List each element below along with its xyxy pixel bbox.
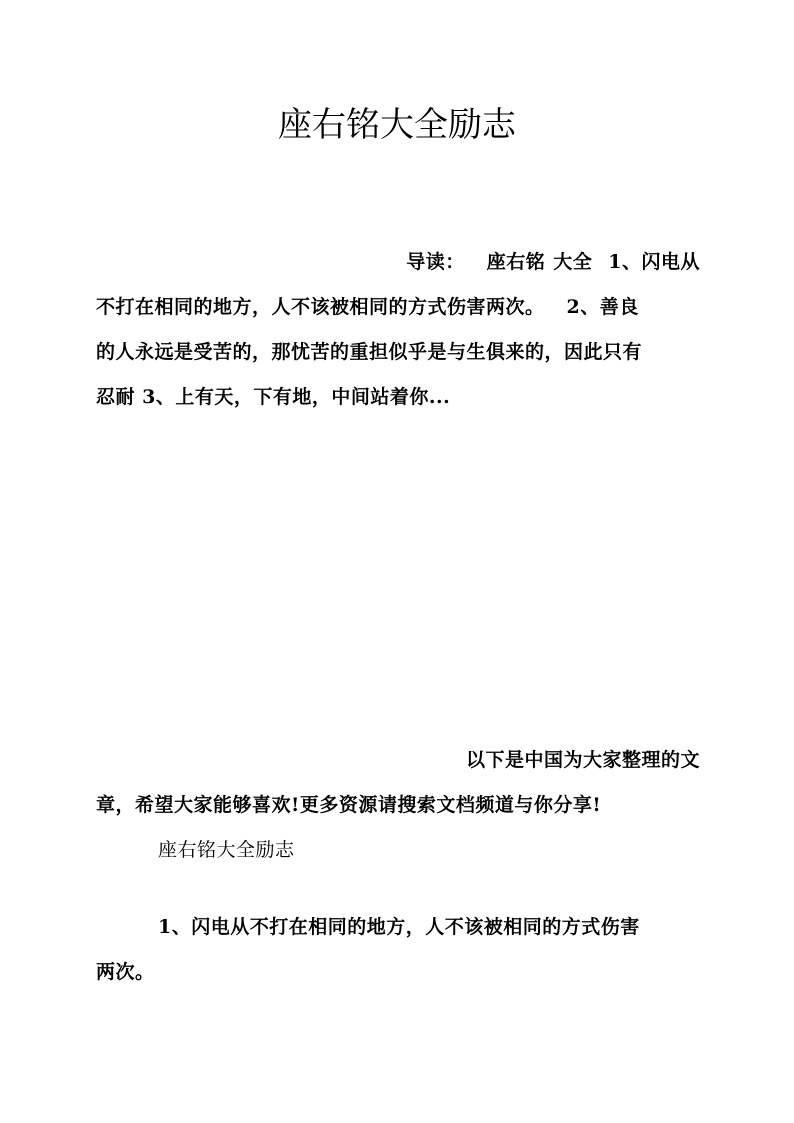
document-title: 座右铭大全励志 (278, 105, 516, 145)
notice-line-1: 以下是中国为大家整理的文 (465, 749, 700, 771)
item-1-line-2: 两次。 (96, 961, 155, 983)
section-heading: 座右铭大全励志 (158, 839, 295, 861)
intro-keyword-2: 大全 (553, 251, 593, 273)
intro-line-2-tail: 2、善良 (566, 296, 639, 318)
intro-paragraph (96, 240, 700, 420)
intro-label: 导读： (406, 251, 465, 273)
intro-line-3: 的人永远是受苦的，那忧苦的重担似乎是与生俱来的，因此只有 (96, 341, 643, 363)
item-1-line-1: 1、闪电从不打在相同的地方，人不该被相同的方式伤害 (158, 916, 640, 938)
intro-line-1-tail: 1、闪电从 (608, 251, 700, 273)
intro-line-4: 忍耐 3、上有天，下有地，中间站着你... (96, 386, 451, 408)
notice-line-2: 章，希望大家能够喜欢!更多资源请搜索文档频道与你分享! (96, 794, 602, 816)
intro-line-2 (96, 285, 700, 330)
intro-line-2-text: 不打在相同的地方，人不该被相同的方式伤害两次。 (96, 296, 545, 318)
notice-paragraph (96, 738, 700, 873)
intro-keyword-1: 座右铭 (486, 251, 546, 273)
intro-line-1 (96, 240, 700, 285)
item-1-paragraph (96, 905, 700, 995)
